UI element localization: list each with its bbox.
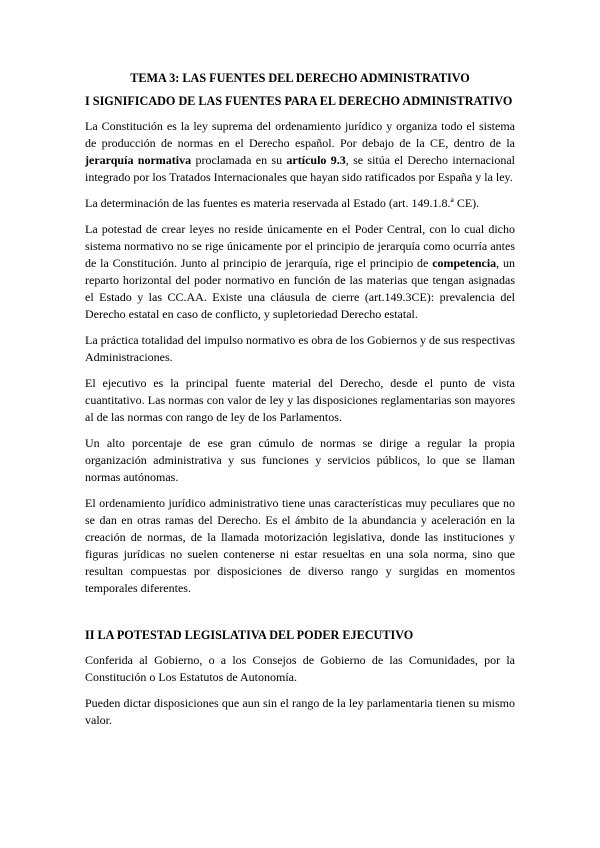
text-run: La potestad de crear leyes no reside únicamente en el Poder Central, con lo cual dicho sistema normativo no se rige únicamente por el principio de jerarquía como ocurría antes de la Constitución. Junto al principio de jerarquía, rige el principio de	[85, 222, 515, 270]
paragraph-dictar-disposiciones: Pueden dictar disposiciones que aun sin el rango de la ley parlamentaria tienen su mismo valor.	[85, 696, 515, 727]
paragraph-ordenamiento-juridico: El ordenamiento jurídico administrativo tiene unas características muy peculiares que no se dan en otras ramas del Derecho. Es el ámbito de la abundancia y aceleración en la creación de normas, de la llamada motorización legislativa, donde las instituciones y figuras jurídicas no suelen contenerse ni estar resueltas en una sola norma, sino que resultan compuestas por disposiciones de diverso rango y surgidas en momentos temporales diferentes.	[85, 496, 515, 595]
text-run: , se sitúa el Derecho internacional integrado por los Tratados Internacionales que hayan sido ratificados por España y la ley.	[85, 153, 515, 184]
paragraph-constitucion	[85, 118, 515, 186]
section-heading-potestad-legislativa: II LA POTESTAD LEGISLATIVA DEL PODER EJECUTIVO	[85, 628, 414, 642]
document-content	[85, 70, 515, 738]
paragraph-conferida-gobierno: Conferida al Gobierno, o a los Consejos de Gobierno de las Comunidades, por la Constitución o Los Estatutos de Autonomía.	[85, 653, 515, 684]
bold-jerarquia-normativa: jerarquía normativa	[85, 153, 192, 167]
document-title: TEMA 3: LAS FUENTES DEL DERECHO ADMINISTRATIVO	[130, 71, 470, 85]
paragraph-normas-autonomas: Un alto porcentaje de ese gran cúmulo de normas se dirige a regular la propia organización administrativa y sus funciones y servicios públicos, lo que se llaman normas autónomas.	[85, 436, 515, 484]
text-run: La Constitución es la ley suprema del ordenamiento jurídico y organiza todo el sistema de producción de normas en el Derecho español. Por debajo de la CE, dentro de la	[85, 119, 515, 150]
bold-articulo: artículo 9.3	[286, 153, 346, 167]
text-run: proclamada en su	[191, 153, 287, 167]
paragraph-impulso-normativo: La práctica totalidad del impulso normativo es obra de los Gobiernos y de sus respectivas Administraciones.	[85, 333, 515, 364]
bold-competencia: competencia	[432, 256, 497, 270]
text-run: , un reparto horizontal del poder normativo en función de las materias que tengan asignadas el Estado y las CC.AA. Existe una cláusula de cierre (art.149.3CE): prevalencia del Derecho estatal en caso de conflicto, y supletoriedad Derecho estatal.	[85, 256, 515, 321]
paragraph-potestad-crear-leyes	[85, 221, 515, 323]
section-heading-significado: I SIGNIFICADO DE LAS FUENTES PARA EL DERECHO ADMINISTRATIVO	[85, 94, 513, 108]
paragraph-ejecutivo-fuente: El ejecutivo es la principal fuente material del Derecho, desde el punto de vista cuantitativo. Las normas con valor de ley y las disposiciones reglamentarias son mayores al de las normas con rango de ley de los Parlamentos.	[85, 376, 515, 424]
paragraph-determinacion-fuentes: La determinación de las fuentes es materia reservada al Estado (art. 149.1.8.ª CE).	[85, 196, 480, 210]
